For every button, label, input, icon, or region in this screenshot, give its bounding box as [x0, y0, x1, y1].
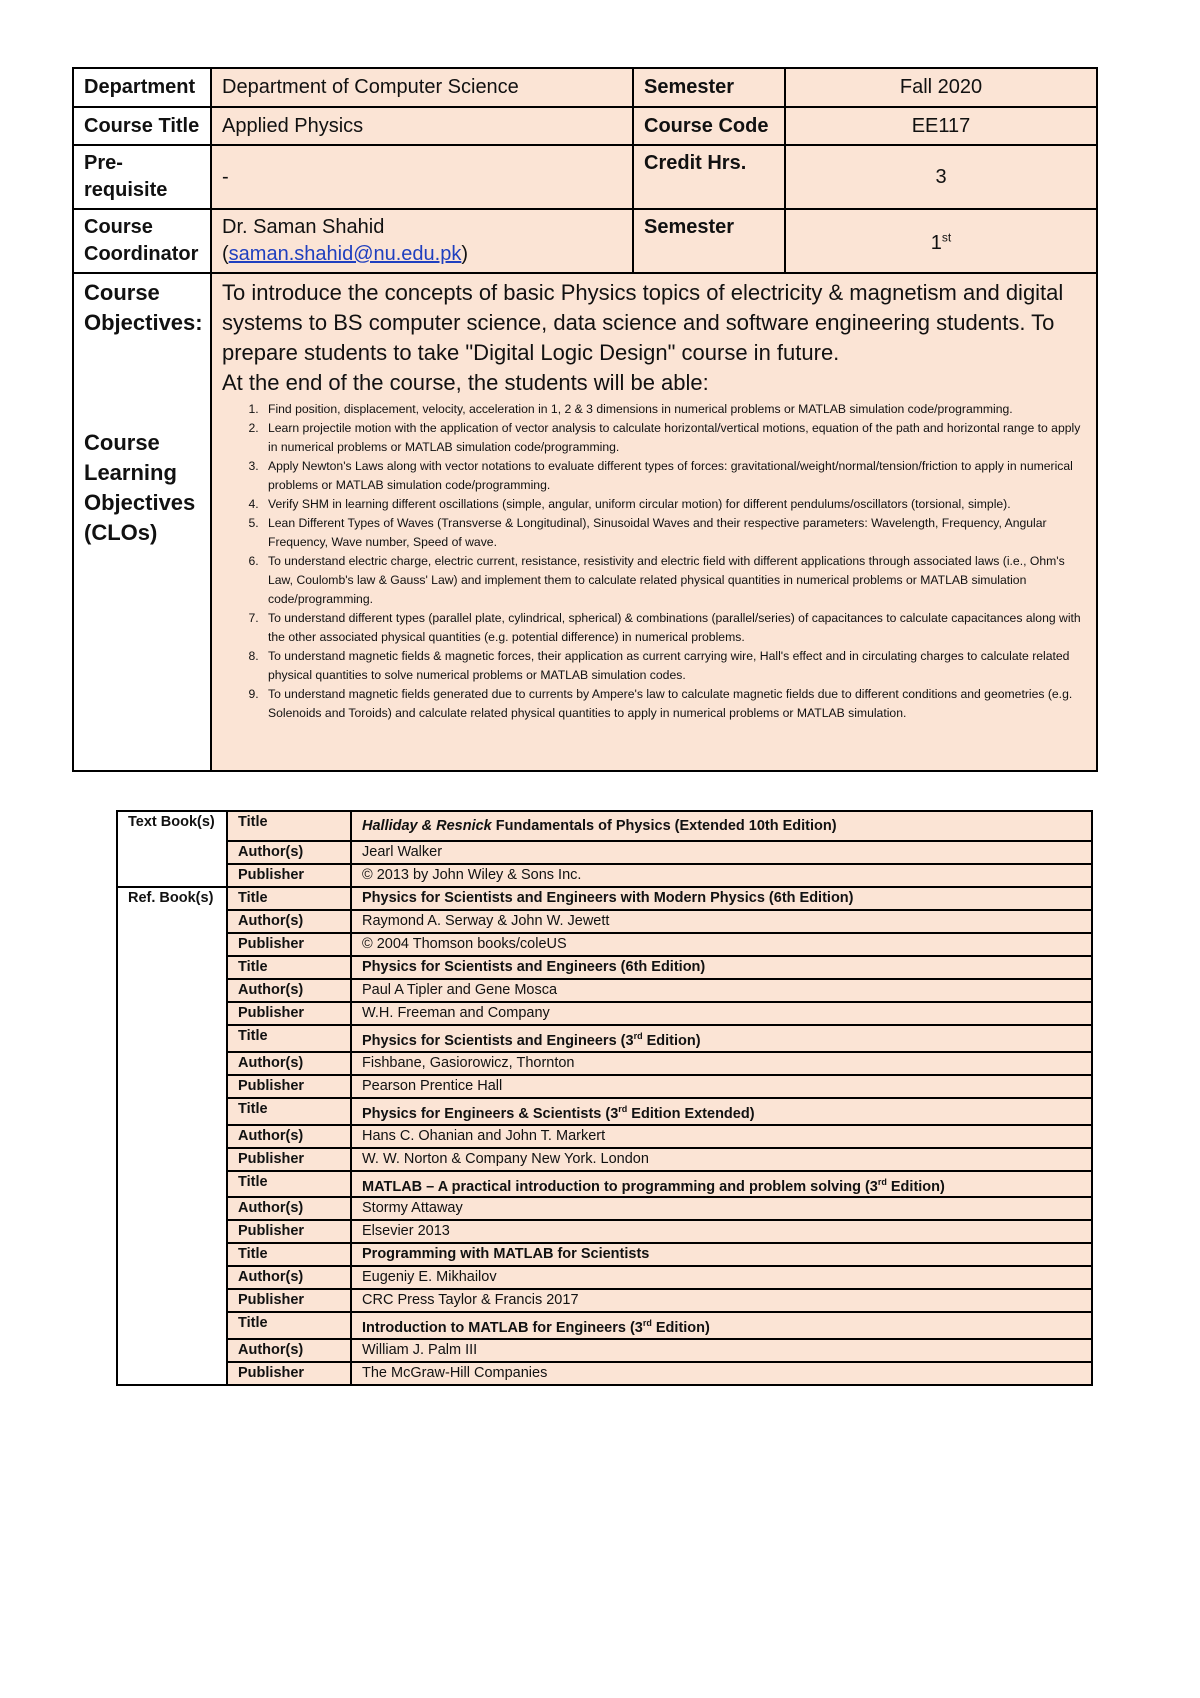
semester-number-value-cell: [785, 209, 1097, 273]
title-label: Title: [227, 811, 351, 841]
title-label: Title: [227, 956, 351, 979]
ref-book-title-ordinal: rd: [618, 1103, 628, 1114]
text-book-author: Jearl Walker: [351, 841, 1092, 864]
coordinator-row: [73, 209, 1097, 273]
ref-book-author: Fishbane, Gasiorowicz, Thornton: [351, 1052, 1092, 1075]
ref-book-title: [351, 1098, 1092, 1125]
author-label: Author(s): [227, 910, 351, 933]
credit-hours-value: 3: [935, 165, 947, 188]
title-label: Title: [227, 887, 351, 910]
semester-value-cell: [785, 68, 1097, 107]
publisher-label: Publisher: [227, 1362, 351, 1385]
ref-book-title-row: [117, 956, 1092, 979]
credit-hours-value-cell: [785, 145, 1097, 209]
title-label: Title: [227, 1243, 351, 1266]
coordinator-name: Dr. Saman Shahid: [222, 216, 385, 238]
ref-book-title-row: [117, 1312, 1092, 1339]
clo-item: 5. Lean Different Types of Waves (Transverse & Longitudinal), Sinusoidal Waves and their respective parameters: Wavelength, Frequency, Angular Frequency, Wave number, Speed of wave.: [262, 514, 1086, 552]
ref-book-title: Physics for Scientists and Engineers (6th Edition): [351, 956, 1092, 979]
ref-book-author: Eugeniy E. Mikhailov: [351, 1266, 1092, 1289]
publisher-label: Publisher: [227, 1002, 351, 1025]
department-label: Department: [84, 76, 196, 98]
semester-number-label: Semester: [644, 216, 735, 238]
clo-list: [222, 400, 1086, 723]
ref-book-author: Hans C. Ohanian and John T. Markert: [351, 1125, 1092, 1148]
course-code-value: EE117: [911, 114, 971, 137]
ref-book-publisher-row: [117, 1220, 1092, 1243]
title-label: Title: [227, 1025, 351, 1052]
objectives-label-cell: [73, 273, 211, 771]
clo-item: 2. Learn projectile motion with the application of vector analysis to calculate horizontal/vertical motions, equation of the path and horizontal range to apply in numerical problems or MATLAB simulation code/programming.: [262, 419, 1086, 457]
ref-book-publisher-row: [117, 1362, 1092, 1385]
clo-item: 8. To understand magnetic fields & magnetic forces, their application as current carrying wire, Hall's effect and in circulating charges to calculate related physical quantities to solve numerical problems or MATLAB simulation codes.: [262, 647, 1086, 685]
ref-book-title: Programming with MATLAB for Scientists: [351, 1243, 1092, 1266]
ref-book-publisher: © 2004 Thomson books/coleUS: [351, 933, 1092, 956]
semester-number-label-cell: [633, 209, 785, 273]
text-book-author-row: [117, 841, 1092, 864]
title-label: Title: [227, 1171, 351, 1198]
semester-number: 1: [930, 232, 942, 255]
department-row: [73, 68, 1097, 107]
author-label: Author(s): [227, 1339, 351, 1362]
course-objectives-label: Course Objectives:: [84, 280, 203, 335]
course-title-row: [73, 107, 1097, 145]
clo-item: 7. To understand different types (parallel plate, cylindrical, spherical) & combinations (parallel/series) of capacitances to calculate capacitances along with the other associated physical quantities (e.g. potential difference) in numerical problems.: [262, 609, 1086, 647]
author-label: Author(s): [227, 1197, 351, 1220]
author-label: Author(s): [227, 979, 351, 1002]
text-book-title: [351, 811, 1092, 841]
coordinator-email-line: (saman.shahid@nu.edu.pk): [222, 243, 469, 265]
objectives-content-cell: [211, 273, 1097, 771]
text-book-publisher-row: [117, 864, 1092, 887]
ref-book-title: Physics for Scientists and Engineers with Modern Physics (6th Edition): [351, 887, 1092, 910]
prerequisite-value: -: [222, 165, 229, 188]
ref-book-author-row: [117, 1125, 1092, 1148]
clo-item: 3. Apply Newton's Laws along with vector notations to evaluate different types of forces: gravitational/weight/normal/tension/friction to apply in numerical problems or MATLAB simulation code/programming.: [262, 457, 1086, 495]
ref-book-title-main: Physics for Engineers & Scientists (3: [362, 1105, 619, 1122]
coordinator-value-cell: [211, 209, 633, 273]
publisher-label: Publisher: [227, 864, 351, 887]
ref-book-title-main: Physics for Scientists and Engineers (3: [362, 1032, 634, 1049]
ref-book-publisher: W.H. Freeman and Company: [351, 1002, 1092, 1025]
publisher-label: Publisher: [227, 1220, 351, 1243]
ref-book-title: [351, 1312, 1092, 1339]
course-title-label: Course Title: [84, 114, 200, 137]
clo-item: 6. To understand electric charge, electric current, resistance, resistivity and electric field with different applications through associated laws (i.e., Ohm's Law, Coulomb's law & Gauss' Law) and implement them to calculate related physical quantities in numerical problems or MATLAB simulation code/programming.: [262, 552, 1086, 609]
ref-book-title-edition: Edition): [886, 1178, 945, 1195]
course-code-label: Course Code: [644, 114, 769, 137]
clo-item: 9. To understand magnetic fields generated due to currents by Ampere's law to calculate magnetic fields due to different conditions and geometries (e.g. Solenoids and Toroids) and calculate related physical quantities to apply in numerical problems or MATLAB simulation.: [262, 685, 1086, 723]
ref-book-title: [351, 1025, 1092, 1052]
course-title-label-cell: [73, 107, 211, 145]
ref-book-publisher: W. W. Norton & Company New York. London: [351, 1148, 1092, 1171]
ref-book-title-ordinal: rd: [633, 1031, 643, 1041]
coordinator-label: Course Coordinator: [84, 216, 199, 265]
ref-book-author: Stormy Attaway: [351, 1197, 1092, 1220]
publisher-label: Publisher: [227, 1075, 351, 1098]
ref-book-author-row: [117, 979, 1092, 1002]
title-label: Title: [227, 1312, 351, 1339]
course-code-label-cell: [633, 107, 785, 145]
publisher-label: Publisher: [227, 1289, 351, 1312]
department-label-cell: [73, 68, 211, 107]
department-value: Department of Computer Science: [222, 76, 519, 98]
prerequisite-row: [73, 145, 1097, 209]
ref-book-title-edition: Edition Extended): [627, 1105, 755, 1122]
semester-value: Fall 2020: [899, 76, 983, 98]
ref-book-title-edition: Edition): [642, 1032, 701, 1049]
prerequisite-value-cell: [211, 145, 633, 209]
ref-book-title-ordinal: rd: [642, 1318, 652, 1329]
ref-book-publisher-row: [117, 1002, 1092, 1025]
coordinator-email-link[interactable]: saman.shahid@nu.edu.pk: [228, 243, 462, 265]
ref-book-publisher: Pearson Prentice Hall: [351, 1075, 1092, 1098]
ref-book-author: Paul A Tipler and Gene Mosca: [351, 979, 1092, 1002]
clo-label: Course Learning Objectives (CLOs): [84, 430, 196, 545]
objectives-row: [73, 273, 1097, 771]
ref-book-author-row: [117, 910, 1092, 933]
ref-book-author-row: [117, 1266, 1092, 1289]
author-label: Author(s): [227, 841, 351, 864]
ref-book-publisher: The McGraw-Hill Companies: [351, 1362, 1092, 1385]
clo-intro: At the end of the course, the students will be able:: [222, 370, 709, 395]
ref-book-title-row: [117, 1025, 1092, 1052]
ref-book-publisher: Elsevier 2013: [351, 1220, 1092, 1243]
ref-book-publisher-row: [117, 933, 1092, 956]
ref-book-title-edition: Edition): [651, 1320, 710, 1337]
author-label: Author(s): [227, 1052, 351, 1075]
ref-book-author: William J. Palm III: [351, 1339, 1092, 1362]
books-table: [116, 810, 1093, 1386]
text-books-label: Text Book(s): [117, 811, 227, 887]
course-title-value-cell: [211, 107, 633, 145]
title-label: Title: [227, 1098, 351, 1125]
clo-item: 4. Verify SHM in learning different oscillations (simple, angular, uniform circular motion) for different pendulums/oscillators (torsional, simple).: [262, 495, 1086, 514]
ref-book-author-row: [117, 1197, 1092, 1220]
credit-hours-label: Credit Hrs.: [644, 152, 747, 174]
ref-book-title-ordinal: rd: [877, 1176, 887, 1187]
department-value-cell: [211, 68, 633, 107]
ref-book-title-main: MATLAB – A practical introduction to programming and problem solving (3: [362, 1178, 878, 1195]
ref-book-title-row: [117, 1243, 1092, 1266]
publisher-label: Publisher: [227, 1148, 351, 1171]
clo-item: 1. Find position, displacement, velocity, acceleration in 1, 2 & 3 dimensions in numerical problems or MATLAB simulation code/programming.: [262, 400, 1086, 419]
ref-book-publisher: CRC Press Taylor & Francis 2017: [351, 1289, 1092, 1312]
prerequisite-label: Pre-requisite: [84, 152, 168, 201]
ref-book-title-row: [117, 1098, 1092, 1125]
prerequisite-label-cell: [73, 145, 211, 209]
author-label: Author(s): [227, 1125, 351, 1148]
ref-book-title: [351, 1171, 1092, 1198]
course-code-value-cell: [785, 107, 1097, 145]
semester-label: Semester: [644, 76, 735, 98]
ref-books-label: Ref. Book(s): [117, 887, 227, 1385]
text-book-title-rest: Fundamentals of Physics (Extended 10th Edition): [491, 818, 837, 834]
ref-book-publisher-row: [117, 1075, 1092, 1098]
text-book-publisher: © 2013 by John Wiley & Sons Inc.: [351, 864, 1092, 887]
ref-book-title-main: Introduction to MATLAB for Engineers (3: [362, 1320, 643, 1337]
author-label: Author(s): [227, 1266, 351, 1289]
ref-book-publisher-row: [117, 1289, 1092, 1312]
semester-label-cell: [633, 68, 785, 107]
course-objectives-text: To introduce the concepts of basic Physics topics of electricity & magnetism and digital systems to BS computer science, data science and software engineering students. To prepare students to take "Digital Logic Design" course in future.: [222, 280, 1064, 365]
text-book-title-italic: Halliday & Resnick: [362, 818, 492, 834]
course-title-value: Applied Physics: [222, 114, 364, 137]
ref-book-author: Raymond A. Serway & John W. Jewett: [351, 910, 1092, 933]
course-info-table: [72, 67, 1098, 772]
ref-book-title-row: [117, 1171, 1092, 1198]
ref-book-author-row: [117, 1052, 1092, 1075]
publisher-label: Publisher: [227, 933, 351, 956]
coordinator-label-cell: [73, 209, 211, 273]
semester-number-suffix: st: [941, 230, 952, 245]
ref-book-author-row: [117, 1339, 1092, 1362]
text-book-title-row: [117, 811, 1092, 841]
ref-book-publisher-row: [117, 1148, 1092, 1171]
semester-number-value: [931, 232, 951, 254]
credit-hours-label-cell: [633, 145, 785, 209]
ref-book-title-row: [117, 887, 1092, 910]
